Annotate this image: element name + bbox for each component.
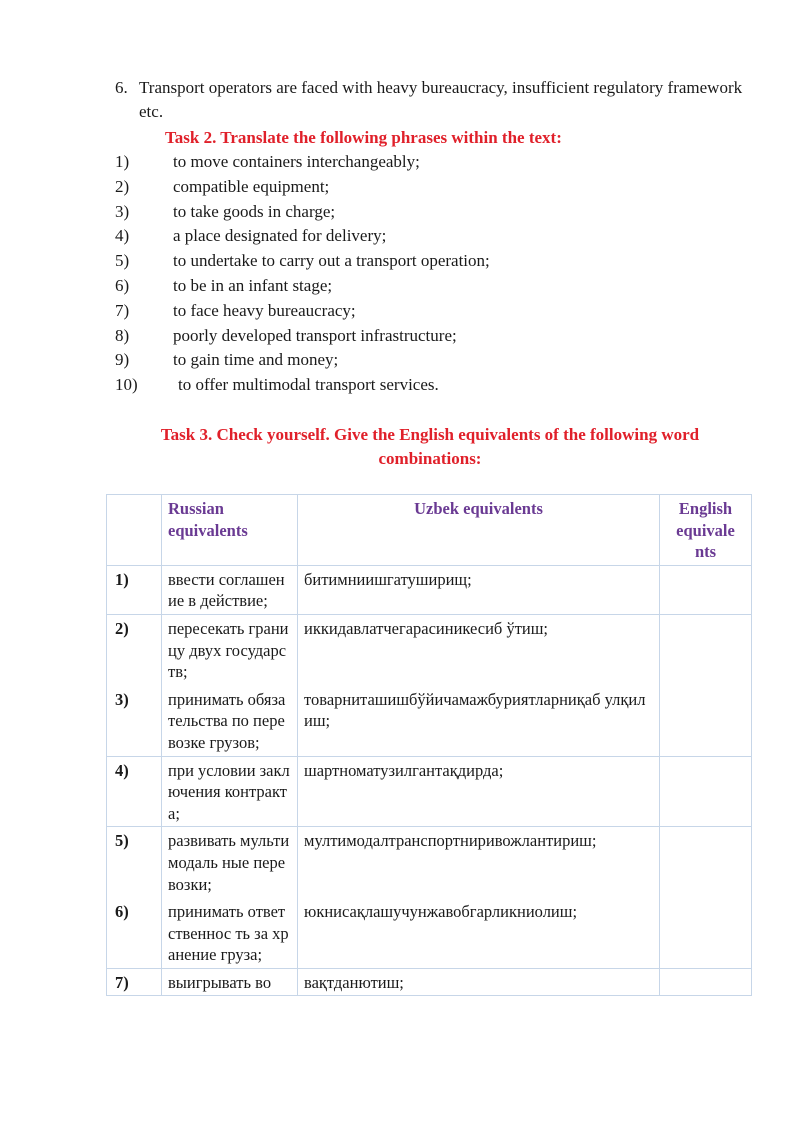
table-row [107,756,752,827]
phrase-number: 1) [115,152,130,171]
phrase-text: to offer multimodal transport services. [178,375,439,395]
russian-cell: принимать обязательства по перевозке грузов; [162,685,298,756]
phrase-number: 7) [115,300,130,320]
russian-cell: ввести соглашение в действие; [162,565,298,614]
phrase-text: to undertake to carry out a transport operation; [173,251,490,271]
table-row [107,685,752,756]
task3-heading: Task 3. Check yourself. Give the English equivalents of the following word combinations: [160,425,700,468]
english-cell[interactable] [660,898,752,969]
list-item-text: Transport operators are faced with heavy bureaucracy, insufficient regulatory framework etc. [139,78,743,121]
russian-cell: пересекать границу двух государств; [162,614,298,685]
uzbek-cell: шартноматузилгантақдирда; [298,756,660,827]
task2-heading: Task 2. Translate the following phrases within the text: [165,128,562,147]
phrase-text: to move containers interchangeably; [173,152,420,171]
russian-cell: принимать ответственнос ть за хранение груза; [162,898,298,969]
russian-column-header: Russian equivalents [162,495,298,566]
phrase-item [115,324,735,349]
uzbek-cell: иккидавлатчегарасиникесиб ўтиш; [298,614,660,685]
list-item-number: 6. [115,78,128,97]
phrase-text: compatible equipment; [173,176,330,196]
uzbek-cell: юкнисақлашучунжавобгарликниолиш; [298,898,660,969]
phrase-item [115,299,735,324]
phrase-item [115,274,735,299]
english-cell[interactable] [660,968,752,996]
row-number: 4) [107,756,162,827]
uzbek-cell: вақтданютиш; [298,968,660,996]
list-item-6 [115,76,755,124]
english-cell[interactable] [660,827,752,898]
table-row [107,968,752,996]
phrase-item [115,249,735,274]
phrase-text: a place designated for delivery; [173,226,387,246]
phrase-number: 5) [115,251,130,271]
number-column-header [107,495,162,566]
row-number: 3) [107,685,162,756]
phrase-item [115,348,735,373]
phrase-number: 9) [115,350,130,370]
phrase-text: to gain time and money; [173,350,339,370]
phrase-number: 3) [115,201,130,221]
table-row [107,898,752,969]
phrase-text: to take goods in charge; [173,201,336,221]
table-row [107,565,752,614]
english-cell[interactable] [660,565,752,614]
uzbek-cell: мултимодалтранспортниривожлантириш; [298,827,660,898]
phrase-item [115,150,735,175]
uzbek-cell: товарниташишбўйичамажбуриятларниқаб улқилиш; [298,685,660,756]
phrase-item [115,373,735,398]
table-header-row [107,495,752,566]
row-number: 7) [107,968,162,996]
phrase-number: 10) [115,375,138,395]
phrase-number: 8) [115,325,130,345]
row-number: 2) [107,614,162,685]
uzbek-cell: битимниишгатуширищ; [298,565,660,614]
english-cell[interactable] [660,614,752,685]
russian-cell: при условии заключения контракта; [162,756,298,827]
russian-cell: развивать мультимодаль ные перевозки; [162,827,298,898]
phrase-text: to be in an infant stage; [173,275,333,295]
row-number: 5) [107,827,162,898]
task2-phrase-list [115,150,735,398]
english-column-header: English equivale nts [660,495,752,566]
phrase-number: 2) [115,176,130,196]
english-cell[interactable] [660,685,752,756]
equivalents-table [106,494,752,996]
table-row [107,614,752,685]
phrase-number: 4) [115,226,130,246]
row-number: 1) [107,565,162,614]
phrase-item [115,200,735,225]
phrase-number: 6) [115,275,130,295]
table-row [107,827,752,898]
phrase-item [115,224,735,249]
english-cell[interactable] [660,756,752,827]
russian-cell: выигрывать во [162,968,298,996]
phrase-item [115,175,735,200]
phrase-text: poorly developed transport infrastructure; [173,325,457,345]
row-number: 6) [107,898,162,969]
phrase-text: to face heavy bureaucracy; [173,300,356,320]
uzbek-column-header: Uzbek equivalents [298,495,660,566]
